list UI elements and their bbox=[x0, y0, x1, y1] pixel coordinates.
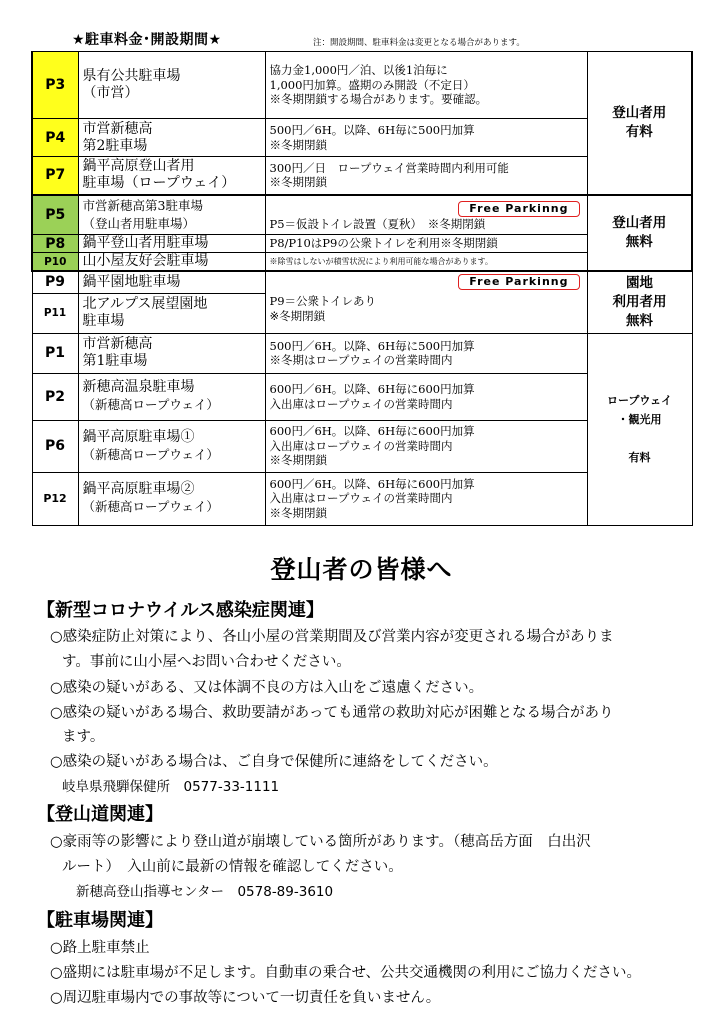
parking-code: P12 bbox=[32, 472, 78, 525]
parking-name: 新穂高温泉駐車場 （新穂高ロープウェイ） bbox=[78, 373, 265, 420]
notice-line: ○路上駐車禁止 bbox=[50, 940, 150, 956]
parking-info: P8/P10はP9の公衆トイレを利用※冬期閉鎖 bbox=[265, 235, 587, 253]
parking-name: 北アルプス展望園地 駐車場 bbox=[78, 293, 265, 333]
parking-info: 協力金1,000円／泊、以後1泊毎に 1,000円加算。盛期のみ開設（不定日） ※冬期閉鎖する場合があります。要確認。 bbox=[265, 52, 587, 119]
table-row bbox=[32, 271, 692, 293]
parking-info: 500円／6H。以降、6H毎に500円加算 ※冬期はロープウェイの営業時間内 bbox=[265, 333, 587, 373]
parking-name: 鍋平高原駐車場② （新穂高ロープウェイ） bbox=[78, 472, 265, 525]
section-heading-parking: 【駐車場関連】 bbox=[37, 910, 163, 931]
parking-name: 鍋平園地駐車場 bbox=[78, 271, 265, 293]
notice-line: す。事前に山小屋へお問い合わせください。 bbox=[62, 654, 351, 670]
parking-name: 市営新穂高第3駐車場 （登山者用駐車場） bbox=[78, 195, 265, 235]
header-note: 注：開設期間、駐車料金は変更となる場合があります。 bbox=[313, 38, 525, 48]
parking-code: P9 bbox=[32, 271, 78, 293]
parking-code: P7 bbox=[32, 157, 78, 195]
free-parking-badge: Free Parkinng bbox=[458, 274, 579, 290]
notice-line: ○感染の疑いがある場合、救助要請があっても通常の救助対応が困難となる場合があり bbox=[50, 705, 614, 721]
notice-line: ○豪雨等の影響により登山道が崩壊している箇所があります。（穂高岳方面 白出沢 bbox=[50, 834, 591, 850]
parking-info: 500円／6H。以降、6H毎に500円加算 ※冬期閉鎖 bbox=[265, 119, 587, 157]
parking-name: 県有公共駐車場 （市営） bbox=[78, 52, 265, 119]
notice-line: ○感染の疑いがある場合は、ご自身で保健所に連絡をしてください。 bbox=[50, 754, 498, 770]
parking-code: P8 bbox=[32, 235, 78, 253]
main-title: 登山者の皆様へ bbox=[270, 555, 453, 584]
parking-info: Free Parkinng P9＝公衆トイレあり ※冬期閉鎖 bbox=[265, 271, 587, 333]
parking-code: P5 bbox=[32, 195, 78, 235]
parking-name: 市営新穂高 第2駐車場 bbox=[78, 119, 265, 157]
notice-line: ○感染の疑いがある、又は体調不良の方は入山をご遠慮ください。 bbox=[50, 680, 484, 696]
category-paid-climbers: 登山者用 有料 bbox=[587, 52, 692, 195]
parking-name: 鍋平登山者用駐車場 bbox=[78, 235, 265, 253]
notice-line: ます。 bbox=[62, 729, 105, 745]
section-heading-covid: 【新型コロナウイルス感染症関連】 bbox=[37, 600, 324, 621]
table-row bbox=[32, 52, 692, 119]
notice-line: ルート） 入山前に最新の情報を確認してください。 bbox=[62, 859, 403, 875]
header-title: ★駐車料金･開設期間★ bbox=[72, 32, 222, 48]
parking-info: 300円／日 ロープウェイ営業時間内利用可能 ※冬期閉鎖 bbox=[265, 157, 587, 195]
notice-line: ○周辺駐車場内での事故等について一切責任を負いません。 bbox=[50, 990, 441, 1006]
contact-line: 新穂高登山指導センター 0578-89-3610 bbox=[76, 884, 334, 900]
notice-line: ○盛期には駐車場が不足します。自動車の乗合せ、公共交通機関の利用にご協力ください。 bbox=[50, 965, 642, 981]
parking-info: Free Parkinng P5＝仮設トイレ設置（夏秋） ※冬期閉鎖 bbox=[265, 195, 587, 235]
parking-name: 鍋平高原駐車場① （新穂高ロープウェイ） bbox=[78, 420, 265, 472]
table-row bbox=[32, 195, 692, 235]
free-parking-badge: Free Parkinng bbox=[458, 201, 579, 217]
parking-code: P11 bbox=[32, 293, 78, 333]
parking-code: P10 bbox=[32, 253, 78, 272]
parking-code: P4 bbox=[32, 119, 78, 157]
parking-info: 600円／6H。以降、6H毎に600円加算 入出庫はロープウェイの営業時間内 ※冬期閉鎖 bbox=[265, 420, 587, 472]
parking-info: ※除雪はしないが積雪状況により利用可能な場合があります。 bbox=[265, 253, 587, 272]
parking-code: P2 bbox=[32, 373, 78, 420]
parking-table bbox=[31, 51, 693, 526]
parking-name: 山小屋友好会駐車場 bbox=[78, 253, 265, 272]
parking-name: 市営新穂高 第1駐車場 bbox=[78, 333, 265, 373]
parking-code: P3 bbox=[32, 52, 78, 119]
parking-name: 鍋平高原登山者用 駐車場（ロープウェイ） bbox=[78, 157, 265, 195]
section-heading-trail: 【登山道関連】 bbox=[37, 804, 163, 825]
parking-code: P1 bbox=[32, 333, 78, 373]
parking-info: 600円／6H。以降、6H毎に600円加算 入出庫はロープウェイの営業時間内 ※冬期閉鎖 bbox=[265, 472, 587, 525]
category-ropeway: ロープウェイ ・観光用 有料 bbox=[587, 333, 692, 525]
parking-code: P6 bbox=[32, 420, 78, 472]
page-header bbox=[0, 0, 723, 50]
contact-line: 岐阜県飛騨保健所 0577-33-1111 bbox=[62, 779, 280, 795]
parking-info: 600円／6H。以降、6H毎に600円加算 入出庫はロープウェイの営業時間内 bbox=[265, 373, 587, 420]
notice-line: ○感染症防止対策により、各山小屋の営業期間及び営業内容が変更される場合がありま bbox=[50, 629, 614, 645]
table-row bbox=[32, 333, 692, 373]
category-free-park: 園地 利用者用 無料 bbox=[587, 271, 692, 333]
category-free-climbers: 登山者用 無料 bbox=[587, 195, 692, 272]
